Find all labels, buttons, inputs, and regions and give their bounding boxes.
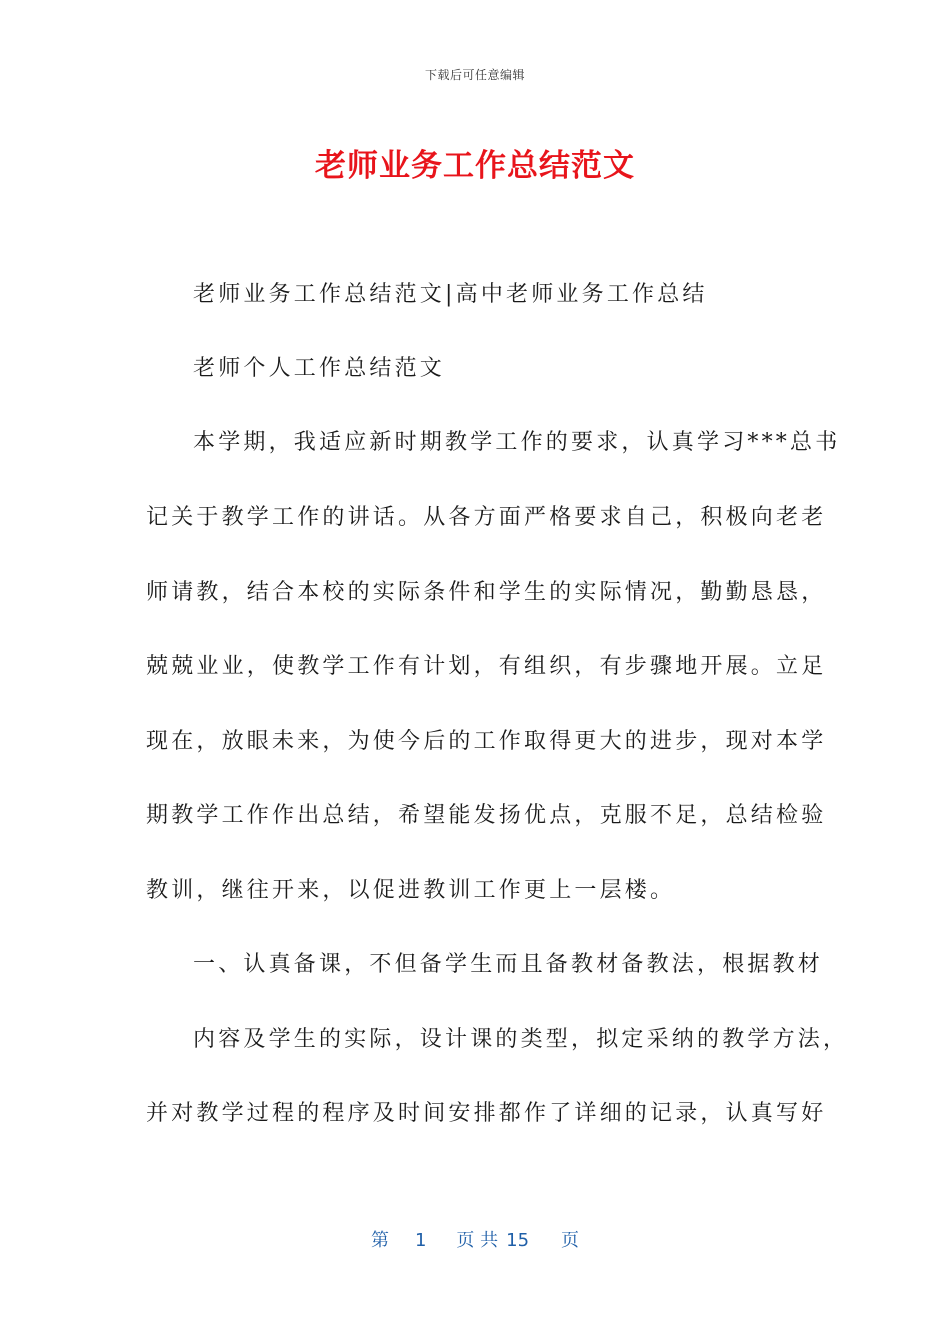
- paragraph-line: 期教学工作作出总结，希望能发扬优点，克服不足，总结检验: [146, 803, 827, 828]
- paragraph-line: 老师个人工作总结范文: [193, 356, 446, 381]
- page-number: 1: [414, 1230, 427, 1251]
- paragraph-line: 老师业务工作总结范文|高中老师业务工作总结: [193, 282, 708, 307]
- header-note: 下载后可任意编辑: [424, 68, 525, 82]
- total-pages: 15: [506, 1230, 530, 1251]
- paragraph-line: 并对教学过程的程序及时间安排都作了详细的记录，认真写好: [146, 1101, 827, 1126]
- paragraph-line: 现在，放眼未来，为使今后的工作取得更大的进步，现对本学: [146, 729, 827, 754]
- page-suffix: 页: [561, 1230, 580, 1251]
- page-footer: [0, 1226, 950, 1252]
- paragraph-line: 教训，继往开来，以促进教训工作更上一层楼。: [146, 878, 676, 903]
- paragraph-line: 一、认真备课，不但备学生而且备教材备教法，根据教材: [193, 952, 824, 977]
- paragraph-line: 本学期，我适应新时期教学工作的要求，认真学习***总书: [193, 430, 841, 455]
- paragraph-line: 师请教，结合本校的实际条件和学生的实际情况，勤勤恳恳，: [146, 580, 827, 605]
- paragraph-line: 记关于教学工作的讲话。从各方面严格要求自己，积极向老老: [146, 505, 827, 530]
- paragraph-line: 内容及学生的实际，设计课的类型，拟定采纳的教学方法，: [193, 1027, 849, 1052]
- page-prefix: 第: [370, 1230, 389, 1251]
- document-title: 老师业务工作总结范文: [315, 148, 635, 184]
- paragraph-line: 兢兢业业，使教学工作有计划，有组织，有步骤地开展。立足: [146, 654, 827, 679]
- page-mid: 页 共: [456, 1230, 499, 1251]
